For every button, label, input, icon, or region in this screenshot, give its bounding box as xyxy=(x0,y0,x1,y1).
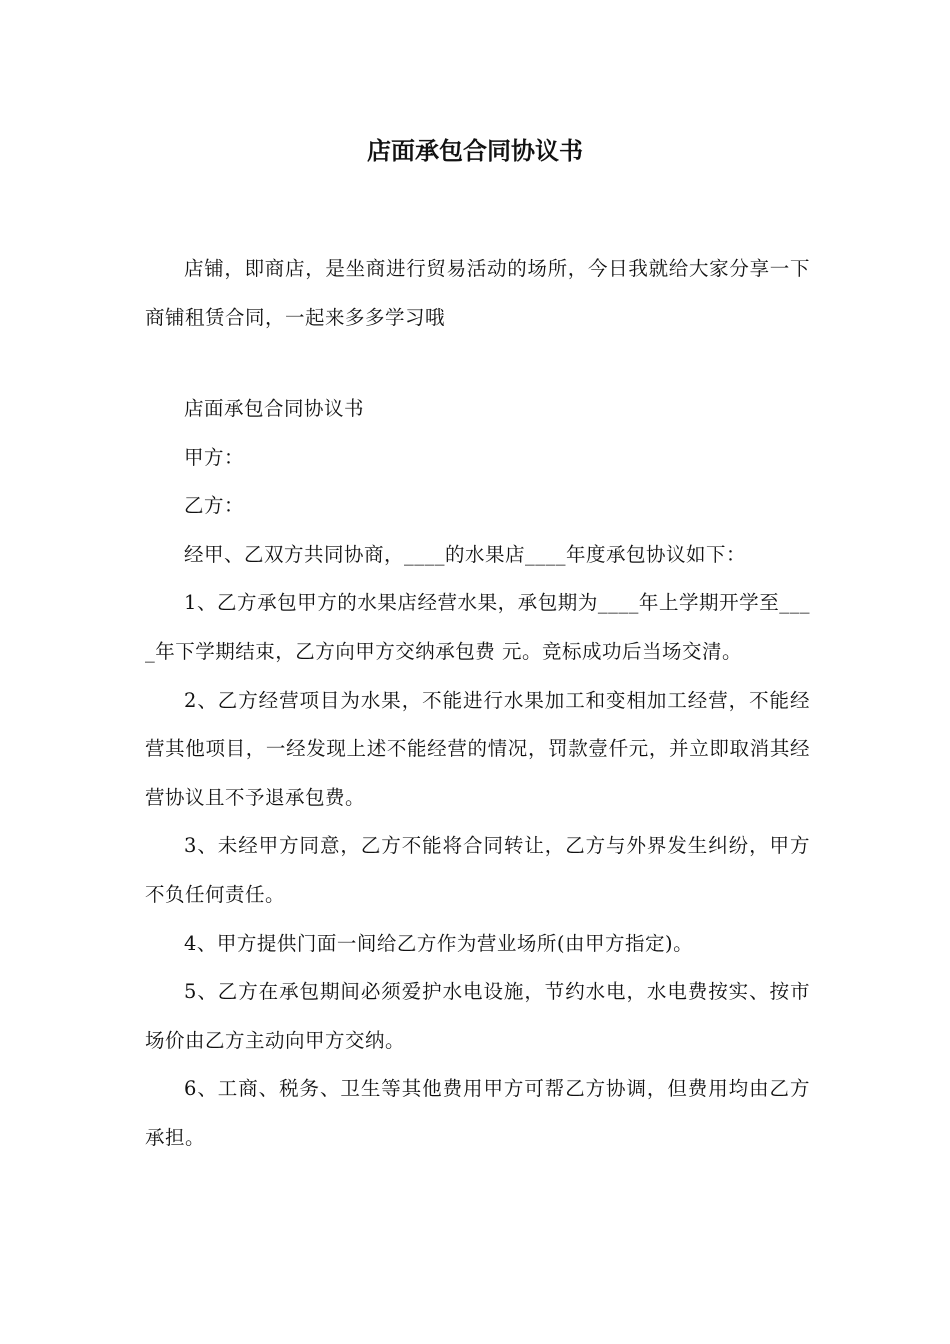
party-b-line: 乙方： xyxy=(184,494,245,518)
clause-3: 3、未经甲方同意，乙方不能将合同转让，乙方与外界发生纠纷，甲方不负任何责任。 xyxy=(145,834,810,906)
party-a-line: 甲方： xyxy=(184,445,245,469)
contract-section xyxy=(145,385,810,1163)
clause-4: 4、甲方提供门面一间给乙方作为营业场所(由甲方指定)。 xyxy=(184,931,694,955)
intro-paragraph: 店铺，即商店，是坐商进行贸易活动的场所，今日我就给大家分享一下商铺租赁合同，一起来多多学习哦 xyxy=(145,257,810,329)
intro-section xyxy=(145,245,810,342)
preamble-paragraph: 经甲、乙双方共同协商，____的水果店____年度承包协议如下： xyxy=(184,542,747,566)
clause-5: 5、乙方在承包期间必须爱护水电设施，节约水电，水电费按实、按市场价由乙方主动向甲方交纳。 xyxy=(145,980,810,1052)
contract-heading: 店面承包合同协议书 xyxy=(184,397,365,420)
document-title: 店面承包合同协议书 xyxy=(367,137,583,165)
clause-1: 1、乙方承包甲方的水果店经营水果，承包期为____年上学期开学至____年下学期结束，乙方向甲方交纳承包费 元。竞标成功后当场交清。 xyxy=(145,591,810,663)
clause-2: 2、乙方经营项目为水果，不能进行水果加工和变相加工经营，不能经营其他项目，一经发现上述不能经营的情况，罚款壹仟元，并立即取消其经营协议且不予退承包费。 xyxy=(145,688,810,809)
clause-6: 6、工商、税务、卫生等其他费用甲方可帮乙方协调，但费用均由乙方承担。 xyxy=(145,1077,810,1149)
